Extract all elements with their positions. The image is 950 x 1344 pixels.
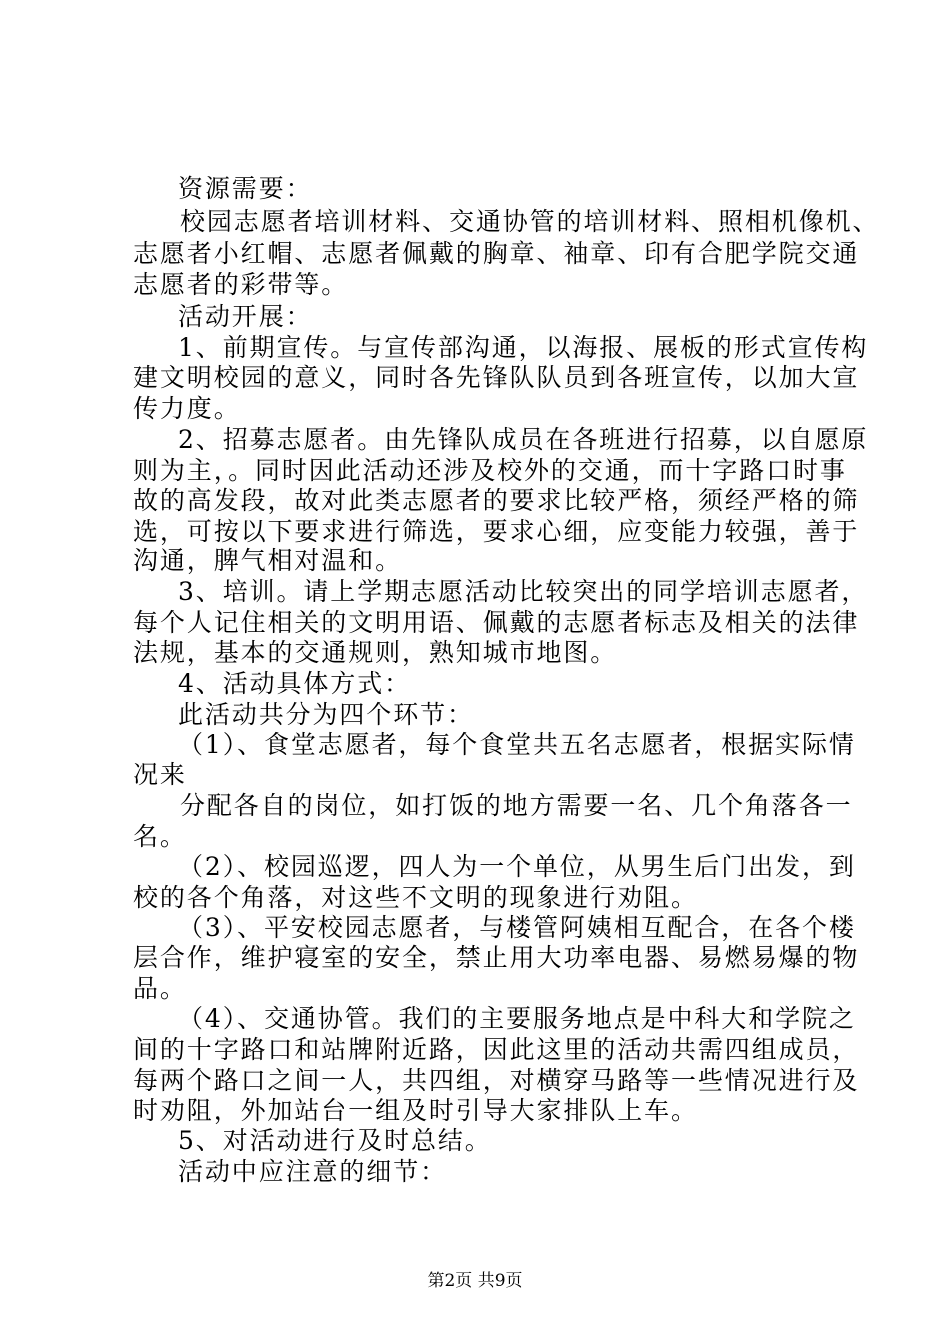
text-line: 时劝阻，外加站台一组及时引导大家排队上车。 bbox=[133, 1096, 698, 1125]
text-line: 况来 bbox=[133, 760, 187, 789]
text-line: 每个人记住相关的文明用语、佩戴的志愿者标志及相关的法律 bbox=[133, 608, 860, 637]
text-line: 5、对活动进行及时总结。 bbox=[178, 1126, 492, 1155]
page-number: 第2页 共9页 bbox=[427, 1271, 523, 1291]
text-line: （3）、平安校园志愿者，与楼管阿姨相互配合，在各个楼 bbox=[178, 913, 856, 942]
text-line: 建文明校园的意义，同时各先锋队队员到各班宣传，以加大宣 bbox=[133, 363, 860, 392]
text-line: 传力度。 bbox=[133, 394, 241, 423]
text-line: 层合作，维护寝室的安全，禁止用大功率电器、易燃易爆的物 bbox=[133, 943, 860, 972]
text-line: 活动中应注意的细节： bbox=[178, 1157, 448, 1186]
text-line: 故的高发段，故对此类志愿者的要求比较严格，须经严格的筛 bbox=[133, 486, 860, 515]
text-line: 校的各个角落，对这些不文明的现象进行劝阻。 bbox=[133, 883, 698, 912]
text-line: 则为主，。同时因此活动还涉及校外的交通，而十字路口时事 bbox=[133, 456, 847, 485]
text-line: 校园志愿者培训材料、交通协管的培训材料、照相机像机、 bbox=[180, 207, 880, 236]
text-line: 法规，基本的交通规则，熟知城市地图。 bbox=[133, 638, 618, 667]
text-line: 选，可按以下要求进行筛选，要求心细，应变能力较强，善于 bbox=[133, 517, 860, 546]
text-line: 志愿者小红帽、志愿者佩戴的胸章、袖章、印有合肥学院交通 bbox=[133, 239, 860, 268]
text-line: 分配各自的岗位，如打饭的地方需要一名、几个角落各一 bbox=[180, 791, 853, 820]
text-line: 沟通，脾气相对温和。 bbox=[133, 546, 403, 575]
text-line: 每两个路口之间一人，共四组，对横穿马路等一些情况进行及 bbox=[133, 1066, 860, 1095]
text-line: （1）、食堂志愿者，每个食堂共五名志愿者，根据实际情 bbox=[178, 730, 856, 759]
text-line: 活动开展： bbox=[178, 302, 313, 331]
text-line: 品。 bbox=[133, 974, 187, 1003]
text-line: 名。 bbox=[133, 822, 187, 851]
text-line: 1、前期宣传。与宣传部沟通，以海报、展板的形式宣传构 bbox=[178, 333, 869, 362]
text-line: 3、培训。请上学期志愿活动比较突出的同学培训志愿者， bbox=[178, 577, 869, 606]
text-line: 间的十字路口和站牌附近路，因此这里的活动共需四组成员， bbox=[133, 1035, 860, 1064]
text-line: （2）、校园巡逻，四人为一个单位，从男生后门出发，到 bbox=[178, 852, 856, 881]
text-line: （4）、交通协管。我们的主要服务地点是中科大和学院之 bbox=[178, 1004, 856, 1033]
text-line: 此活动共分为四个环节： bbox=[178, 700, 474, 729]
text-line: 2、招募志愿者。由先锋队成员在各班进行招募，以自愿原 bbox=[178, 425, 869, 454]
text-line: 志愿者的彩带等。 bbox=[133, 270, 349, 299]
text-line: 4、活动具体方式： bbox=[178, 669, 412, 698]
text-line: 资源需要： bbox=[178, 174, 313, 203]
